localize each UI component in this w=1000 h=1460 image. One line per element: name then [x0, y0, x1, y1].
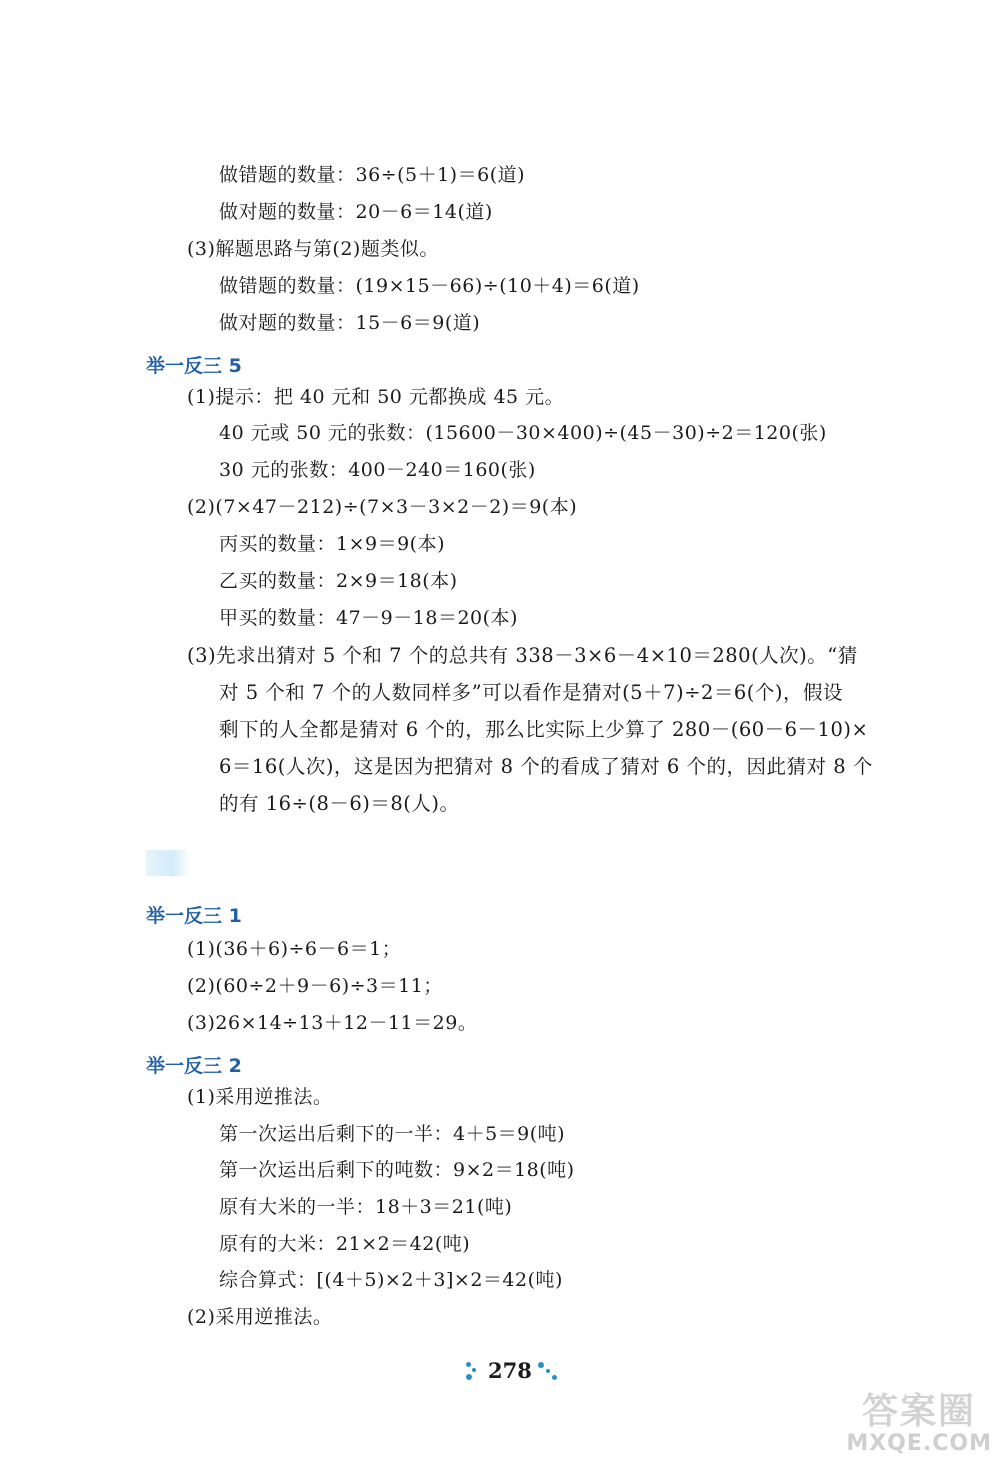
watermark-bottom-text: MXQE.COM [846, 1431, 992, 1456]
page-dot-icon [546, 1369, 550, 1373]
answer-3-paragraph-line: 剩下的人全都是猜对 6 个的，那么比实际上少算了 280－(60－6－10)× [219, 718, 869, 741]
answer-3-paragraph-line: (3)先求出猜对 5 个和 7 个的总共有 338－3×6－4×10＝280(人次)。“猜 [187, 644, 858, 667]
quantity-line: 甲买的数量：47－9－18＝20(本) [219, 607, 518, 629]
watermark-top-text: 答案圈 [861, 1391, 976, 1432]
page-dot-icon [552, 1375, 557, 1380]
answer-3-intro: (3)解题思路与第(2)题类似。 [187, 238, 439, 260]
step-line: 原有的大米：21×2＝42(吨) [219, 1233, 471, 1255]
page-dot-icon [466, 1374, 472, 1380]
page-dot-icon [466, 1362, 471, 1367]
right-count-line: 做对题的数量：20－6＝14(道) [219, 201, 493, 223]
answer-formula: (2)(60÷2＋9－6)÷3＝11； [187, 975, 443, 997]
step-line: 第一次运出后剩下的吨数：9×2＝18(吨) [219, 1159, 575, 1181]
page-number-text: 278 [488, 1358, 532, 1383]
step-line: 原有大米的一半：18＋3＝21(吨) [219, 1196, 513, 1218]
page-number [466, 1356, 566, 1386]
step-line: 第一次运出后剩下的一半：4＋5＝9(吨) [219, 1123, 566, 1145]
bill-count-line: 30 元的张数：400－240＝160(张) [219, 459, 536, 481]
section-heading-2: 举一反三 2 [146, 1055, 242, 1077]
watermark-logo [730, 1392, 992, 1458]
section-heading-5: 举一反三 5 [146, 355, 242, 377]
bill-count-line: 40 元或 50 元的张数：(15600－30×400)÷(45－30)÷2＝120(张) [219, 422, 827, 444]
wrong-count-line: 做错题的数量：36÷(5＋1)＝6(道) [219, 164, 526, 186]
answer-3-paragraph-line: 的有 16÷(8－6)＝8(人)。 [219, 792, 460, 815]
page-dot-icon [538, 1362, 544, 1368]
answer-1-method: (1)采用逆推法。 [187, 1086, 333, 1108]
answer-formula: (3)26×14÷13＋12－11＝29。 [187, 1012, 478, 1034]
quantity-line: 丙买的数量：1×9＝9(本) [219, 533, 446, 555]
section-heading-1: 举一反三 1 [146, 905, 242, 927]
combined-formula-line: 综合算式：[(4＋5)×2＋3]×2＝42(吨) [219, 1269, 563, 1291]
week-title [146, 848, 286, 878]
answer-3-paragraph-line: 6＝16(人次)，这是因为把猜对 8 个的看成了猜对 6 个的，因此猜对 8 个 [219, 755, 873, 778]
answer-2-method: (2)采用逆推法。 [187, 1306, 333, 1328]
quantity-line: 乙买的数量：2×9＝18(本) [219, 570, 458, 592]
answer-1-hint: (1)提示：把 40 元和 50 元都换成 45 元。 [187, 386, 565, 408]
week-title-band [146, 850, 190, 876]
wrong-count-line: 做错题的数量：(19×15－66)÷(10＋4)＝6(道) [219, 275, 640, 297]
page-dot-icon [472, 1368, 476, 1372]
right-count-line: 做对题的数量：15－6＝9(道) [219, 312, 481, 334]
answer-formula: (1)(36＋6)÷6－6＝1； [187, 938, 402, 960]
answer-2-formula: (2)(7×47－212)÷(7×3－3×2－2)＝9(本) [187, 496, 578, 518]
answer-3-paragraph-line: 对 5 个和 7 个的人数同样多”可以看作是猜对(5＋7)÷2＝6(个)，假设 [219, 681, 843, 704]
